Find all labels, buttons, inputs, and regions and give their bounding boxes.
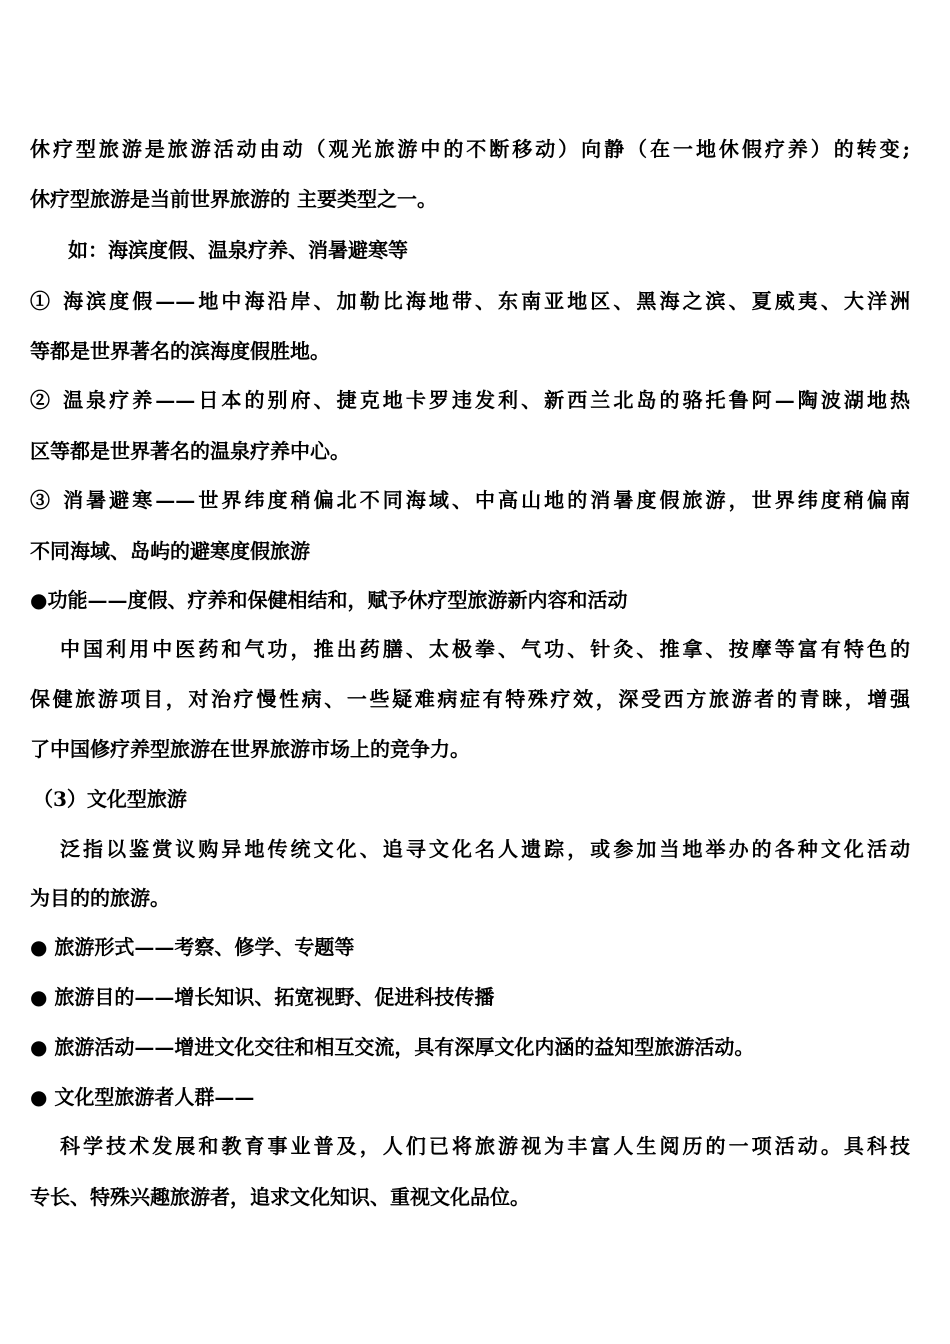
text-line: ● 文化型旅游者人群—— <box>30 1085 255 1109</box>
text-line: ● 旅游目的——增长知识、拓宽视野、促进科技传播 <box>30 985 495 1009</box>
text-line: 等都是世界著名的滨海度假胜地。 <box>30 339 330 363</box>
text-line: 泛指以鉴赏议购异地传统文化、追寻文化名人遗踪，或参加当地举办的各种文化活动 <box>60 837 910 861</box>
text-line: ② 温泉疗养——日本的别府、捷克地卡罗违发利、新西兰北岛的骆托鲁阿—陶波湖地热 <box>30 388 910 412</box>
text-line: 专长、特殊兴趣旅游者，追求文化知识、重视文化品位。 <box>30 1185 530 1209</box>
text-line: 了中国修疗养型旅游在世界旅游市场上的竞争力。 <box>30 737 470 761</box>
text-line: 区等都是世界著名的温泉疗养中心。 <box>30 439 350 463</box>
text-line: ● 旅游形式——考察、修学、专题等 <box>30 935 355 959</box>
text-line: ① 海滨度假——地中海沿岸、加勒比海地带、东南亚地区、黑海之滨、夏威夷、大洋洲 <box>30 289 910 313</box>
text-line: ③ 消暑避寒——世界纬度稍偏北不同海域、中高山地的消暑度假旅游，世界纬度稍偏南 <box>30 488 910 512</box>
text-line: 保健旅游项目，对治疗慢性病、一些疑难病症有特殊疗效，深受西方旅游者的青睐，增强 <box>30 687 910 711</box>
text-line: 中国利用中医药和气功，推出药膳、太极拳、气功、针灸、推拿、按摩等富有特色的 <box>60 637 910 661</box>
text-line: 为目的的旅游。 <box>30 886 170 910</box>
text-line: 科学技术发展和教育事业普及，人们已将旅游视为丰富人生阅历的一项活动。具科技 <box>60 1134 910 1158</box>
text-line: 如：海滨度假、温泉疗养、消暑避寒等 <box>68 238 408 262</box>
section-heading: （3）文化型旅游 <box>33 787 187 811</box>
text-line: ●功能——度假、疗养和保健相结和，赋予休疗型旅游新内容和活动 <box>30 588 628 612</box>
text-line: 休疗型旅游是当前世界旅游的 主要类型之一。 <box>30 187 437 211</box>
text-line: 休疗型旅游是旅游活动由动（观光旅游中的不断移动）向静（在一地休假疗养）的转变; <box>30 137 910 161</box>
text-line: 不同海域、岛屿的避寒度假旅游 <box>30 539 310 563</box>
text-line: ● 旅游活动——增进文化交往和相互交流，具有深厚文化内涵的益知型旅游活动。 <box>30 1035 755 1059</box>
